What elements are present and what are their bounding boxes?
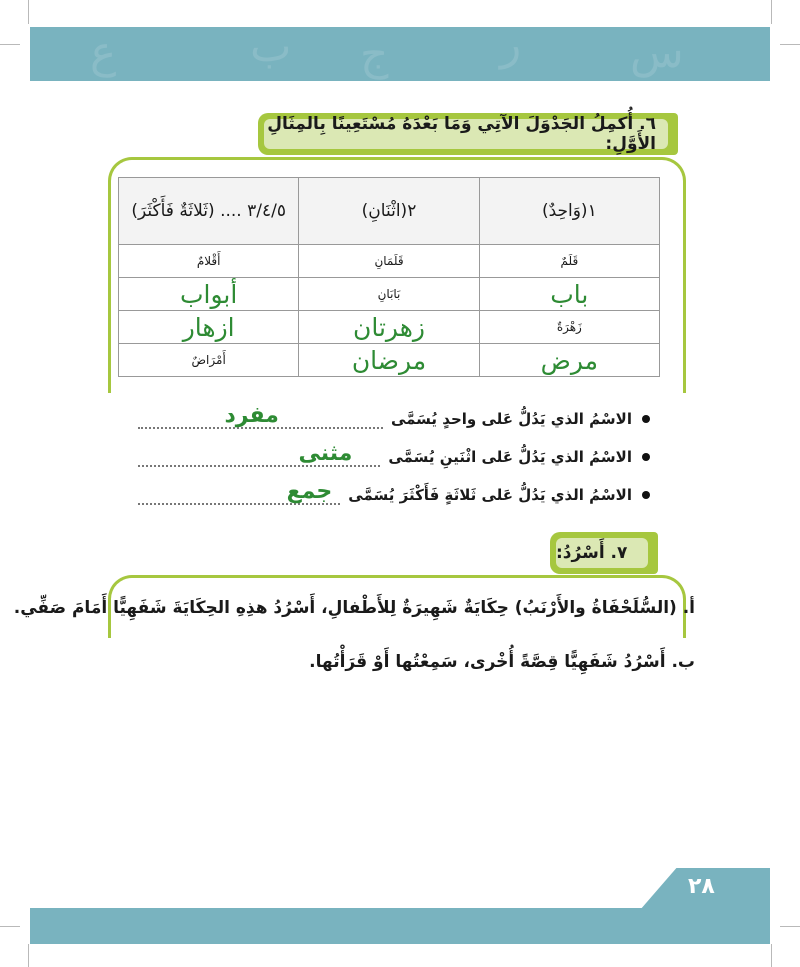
cell-singular-answer: مرض — [479, 344, 659, 377]
cell-dual: قَلَمَانِ — [299, 245, 479, 278]
decorative-letter-pattern: ع — [90, 27, 117, 78]
cell-dual-answer: مرضان — [299, 344, 479, 377]
exercise-7-item-a: أ. (السُّلَحْفَاةُ والأَرْنَبُ) حِكَايَةٌ شَهِيرَةٌ لِلأَطْفالِ، أَسْرُدُ هذِهِ الحِكَايَةَ شَفَهِيًّا أَمَامَ صَفِّي. — [13, 598, 695, 618]
sentence-answer: جمع — [286, 479, 333, 504]
crop-mark — [0, 44, 20, 45]
exercise-6-instruction: ٦. أُكمِلُ الجَدْوَلَ الآتِي وَمَا بَعْدَهُ مُسْتَعِينًا بِالمِثَالِ الأَوَّلِ: — [264, 119, 668, 149]
sentence-text: الاسْمُ الذي يَدُلُّ عَلى ثَلاثَةٍ فَأَكْثَرَ يُسَمَّى — [348, 486, 632, 504]
bullet-icon — [642, 415, 650, 423]
crop-mark — [0, 926, 20, 927]
bottom-footer-band — [30, 908, 770, 944]
top-header-band — [30, 27, 770, 81]
crop-mark — [780, 44, 800, 45]
table-row — [119, 278, 660, 311]
sentence-item — [130, 438, 650, 476]
cell-singular: زَهْرَةٌ — [479, 311, 659, 344]
exercise-7-item-b: ب. أَسْرُدُ شَفَهِيًّا قِصَّةً أُخْرى، سَمِعْتُها أَوْ قَرَأْتُها. — [309, 652, 695, 672]
singular-dual-plural-table — [118, 177, 660, 377]
exercise-6-header — [258, 113, 678, 155]
table-row — [119, 344, 660, 377]
decorative-letter-pattern: ب — [250, 27, 292, 72]
exercise-7-header — [550, 532, 658, 574]
sentence-item — [130, 476, 650, 514]
page-number: ٢٨ — [688, 874, 715, 899]
cell-plural: أَقْلامٌ — [119, 245, 299, 278]
cell-plural-answer: أبواب — [119, 278, 299, 311]
answer-line — [138, 479, 340, 505]
sentence-text: الاسْمُ الذي يَدُلُّ عَلى اثْنَينِ يُسَمَّى — [388, 448, 632, 466]
sentence-item — [130, 400, 650, 438]
crop-mark — [771, 944, 772, 967]
exercise-7-title: ٧. أَسْرُدُ: — [556, 538, 648, 568]
column-header-plural: ٣/٤/٥ .... (ثَلاثَةٌ فَأَكْثَرَ) — [119, 178, 299, 245]
cell-singular: قَلَمٌ — [479, 245, 659, 278]
column-header-dual: ٢(اثْنَانِ) — [299, 178, 479, 245]
table-header-row — [119, 178, 660, 245]
cell-singular-answer: باب — [479, 278, 659, 311]
decorative-letter-pattern: س — [630, 27, 684, 78]
crop-mark — [771, 0, 772, 24]
crop-mark — [28, 944, 29, 967]
sentence-answer: مفرد — [224, 403, 279, 428]
answer-line — [138, 403, 383, 429]
sentence-answer: مثنى — [298, 441, 353, 466]
cell-dual-answer: زهرتان — [299, 311, 479, 344]
cell-plural: أَمْرَاضٌ — [119, 344, 299, 377]
cell-dual: بَابَانِ — [299, 278, 479, 311]
crop-mark — [28, 0, 29, 24]
bullet-icon — [642, 491, 650, 499]
table-row — [119, 245, 660, 278]
cell-plural-answer: ازهار — [119, 311, 299, 344]
decorative-letter-pattern: ر — [500, 27, 522, 70]
decorative-letter-pattern: ج — [360, 29, 389, 80]
answer-line — [138, 441, 380, 467]
bullet-icon — [642, 453, 650, 461]
column-header-singular: ١(وَاحِدٌ) — [479, 178, 659, 245]
fill-in-sentences — [130, 400, 650, 514]
table-row — [119, 311, 660, 344]
sentence-text: الاسْمُ الذي يَدُلُّ عَلى واحدٍ يُسَمَّى — [390, 410, 632, 428]
crop-mark — [780, 926, 800, 927]
